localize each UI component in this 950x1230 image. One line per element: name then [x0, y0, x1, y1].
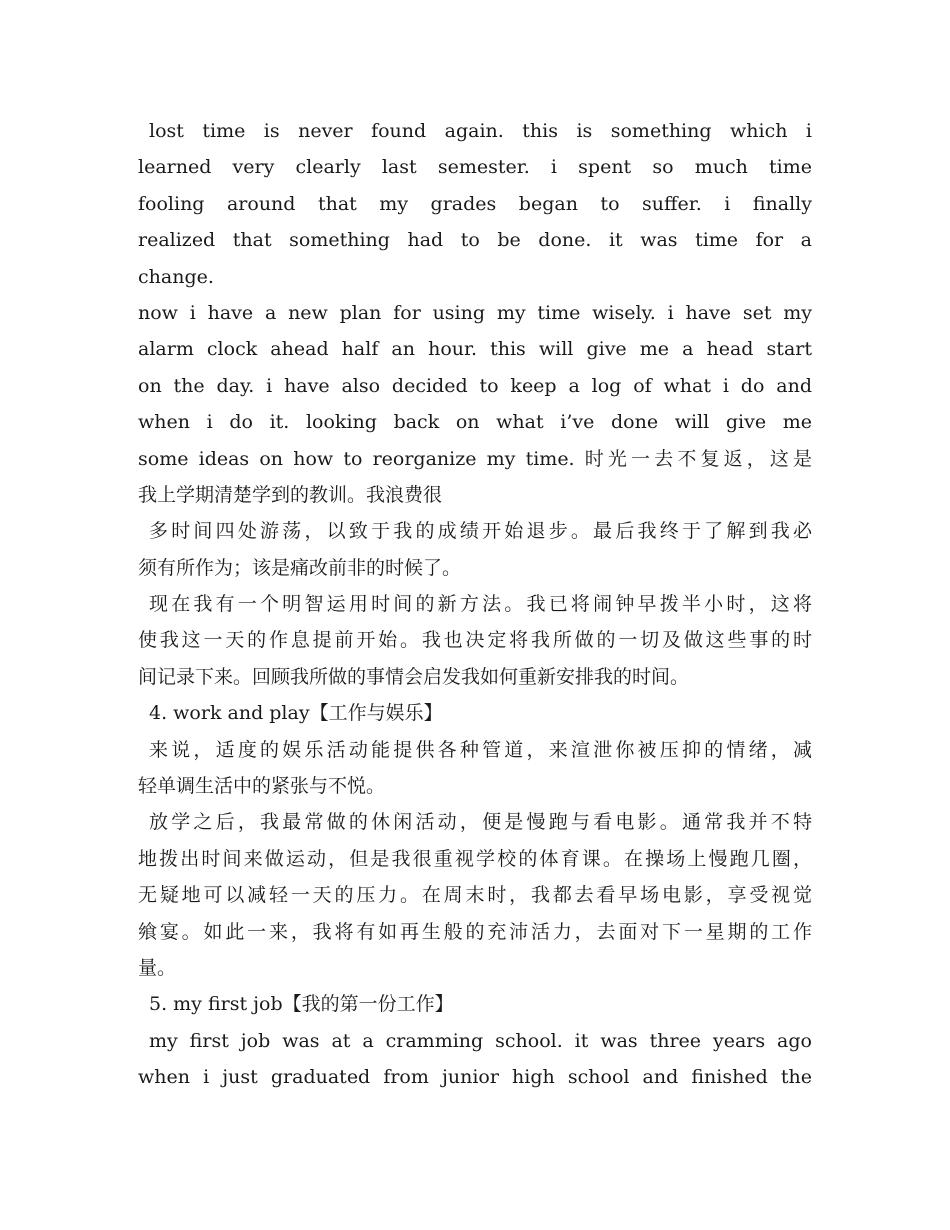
text-line: alarm clock ahead half an hour. this will give me a head start — [138, 338, 812, 361]
text-line: 间记录下来。回顾我所做的事情会启发我如何重新安排我的时间。 — [138, 665, 690, 688]
document-page — [138, 113, 812, 1096]
text-line: 来说，适度的娱乐活动能提供各种管道，来渲泄你被压抑的情绪，减 — [149, 738, 812, 761]
text-line: 飨宴。如此一来，我将有如再生般的充沛活力，去面对下一星期的工作 — [138, 920, 812, 943]
text-line: 无疑地可以减轻一天的压力。在周末时，我都去看早场电影，享受视觉 — [138, 884, 812, 907]
text-line: 放学之后，我最常做的休闲活动，便是慢跑与看电影。通常我并不特 — [149, 811, 812, 834]
text-line: 4. work and play【工作与娱乐】 — [149, 702, 443, 725]
text-line: on the day. i have also decided to keep a log of what i do and — [138, 374, 812, 397]
text-line: 量。 — [138, 956, 177, 979]
text-line: now i have a new plan for using my time wisely. i have set my — [138, 301, 812, 324]
text-line: 地拨出时间来做运动，但是我很重视学校的体育课。在操场上慢跑几圈， — [138, 847, 812, 870]
text-line: 现在我有一个明智运用时间的新方法。我已将闹钟早拨半小时，这将 — [149, 593, 812, 616]
text-line: lost time is never found again. this is something which i — [149, 120, 812, 142]
document-body — [138, 113, 812, 1096]
text-line: realized that something had to be done. it was time for a — [138, 229, 812, 252]
text-line: 须有所作为；该是痛改前非的时候了。 — [138, 556, 462, 579]
text-line: 轻单调生活中的紧张与不悦。 — [138, 775, 386, 798]
text-line: 使我这一天的作息提前开始。我也决定将我所做的一切及做这些事的时 — [138, 629, 812, 652]
text-line: some ideas on how to reorganize my time. 时光一去不复返，这是 — [138, 447, 812, 470]
text-line: when i just graduated from junior high school and finished the — [138, 1066, 812, 1089]
text-line: when i do it. looking back on what i’ve done will give me — [138, 411, 812, 434]
text-line: 多时间四处游荡，以致于我的成绩开始退步。最后我终于了解到我必 — [149, 520, 812, 543]
text-line: fooling around that my grades began to suffer. i finally — [138, 192, 812, 215]
text-line: my first job was at a cramming school. it was three years ago — [149, 1029, 812, 1052]
text-line: change. — [138, 265, 214, 288]
text-line: learned very clearly last semester. i spent so much time — [138, 156, 812, 179]
text-line: 我上学期清楚学到的教训。我浪费很 — [138, 483, 443, 506]
text-line: 5. my first job【我的第一份工作】 — [149, 993, 454, 1016]
